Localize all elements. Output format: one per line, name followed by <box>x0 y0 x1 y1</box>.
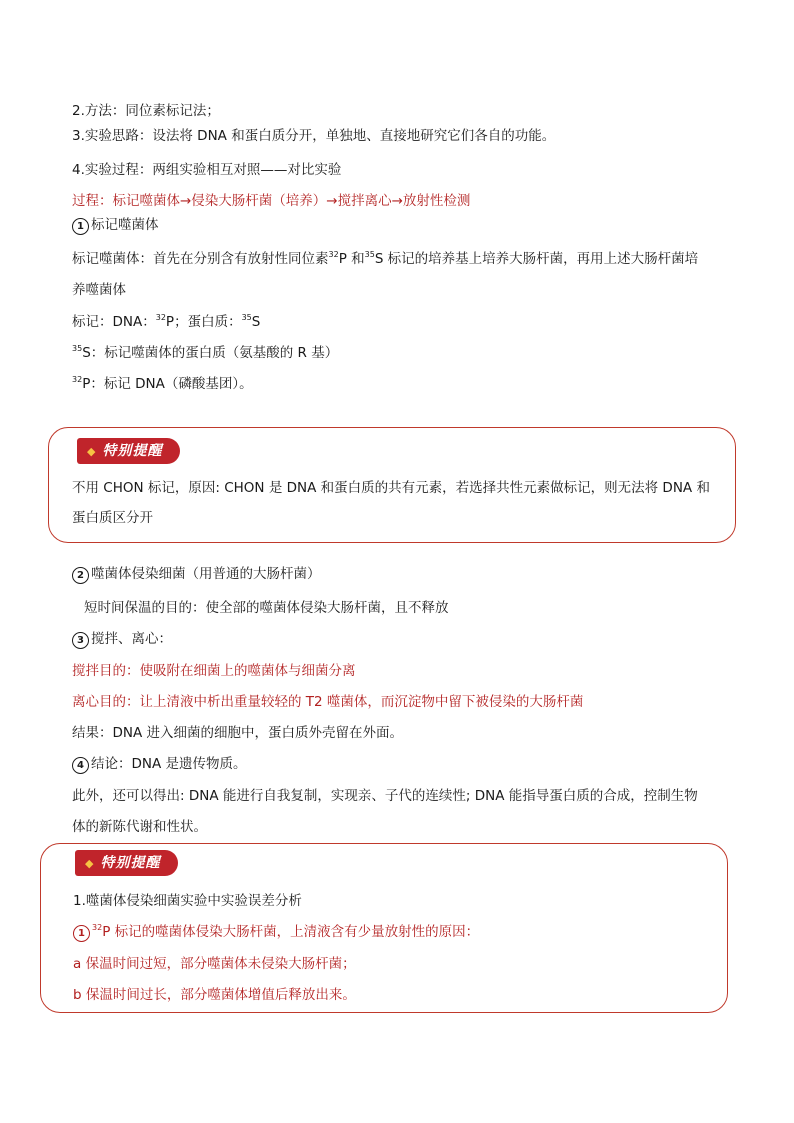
step3-heading: 3 搅拌、离心： <box>72 630 172 649</box>
circled-number-icon: 2 <box>72 567 89 584</box>
idea-line: 3.实验思路：设法将 DNA 和蛋白质分开，单独地、直接地研究它们各自的功能。 <box>72 128 556 144</box>
method-line: 2.方法：同位素标记法； <box>72 103 220 119</box>
process-line: 过程：标记噬菌体→侵染大肠杆菌（培养）→搅拌离心→放射性检测 <box>72 193 471 209</box>
diamond-icon: ◆ <box>87 445 97 458</box>
step4-heading: 4 结论：DNA 是遗传物质。 <box>72 755 247 774</box>
reminder-text-1: 不用 CHON 标记，原因: CHON 是 DNA 和蛋白质的共有元素，若选择共性元素做标记，则无法将 DNA 和 <box>72 480 710 496</box>
also-line2: 体的新陈代谢和性状。 <box>72 819 207 835</box>
circled-number-icon: 3 <box>72 632 89 649</box>
circled-number-icon: 1 <box>72 218 89 235</box>
reminder-tag: ◆ 特别提醒 <box>77 438 180 464</box>
process-title: 4.实验过程：两组实验相互对照——对比实验 <box>72 162 342 178</box>
also-line1: 此外，还可以得出: DNA 能进行自我复制，实现亲、子代的连续性; DNA 能指导蛋白质的合成，控制生物 <box>72 788 698 804</box>
step1-heading: 1 标记噬菌体 <box>72 216 159 235</box>
reminder-text-2: 蛋白质区分开 <box>72 510 153 526</box>
result-line: 结果：DNA 进入细菌的细胞中，蛋白质外壳留在外面。 <box>72 725 404 741</box>
reminder2-b: b 保温时间过长，部分噬菌体增值后释放出来。 <box>73 987 356 1003</box>
circled-number-icon: 4 <box>72 757 89 774</box>
s35-line: $^{35}$S：标记噬菌体的蛋白质（氨基酸的 R 基） <box>72 344 339 361</box>
warm-line: 短时间保温的目的：使全部的噬菌体侵染大肠杆菌，且不释放 <box>84 600 449 616</box>
reminder2-title: 1.噬菌体侵染细菌实验中实验误差分析 <box>73 893 302 909</box>
reminder-box-2 <box>40 843 728 1013</box>
step2-heading: 2 噬菌体侵染细菌（用普通的大肠杆菌） <box>72 565 321 584</box>
label-desc-line2: 养噬菌体 <box>72 282 126 298</box>
mark-line: 标记：DNA：$^{32}$P；蛋白质：$^{35}$S <box>72 313 261 330</box>
diamond-icon: ◆ <box>85 857 95 870</box>
p32-line: $^{32}$P：标记 DNA（磷酸基团）。 <box>72 375 253 392</box>
reminder-box-1 <box>48 427 736 543</box>
reminder2-item: $1^{32}P$ 标记的噬菌体侵染大肠杆菌，上清液含有少量放射性的原因： <box>73 923 479 942</box>
stir-line: 搅拌目的：使吸附在细菌上的噬菌体与细菌分离 <box>72 663 356 679</box>
reminder2-a: a 保温时间过短，部分噬菌体未侵染大肠杆菌； <box>73 956 356 972</box>
circled-number-icon: 1 <box>73 925 90 942</box>
label-desc-line1: 标记噬菌体：首先在分别含有放射性同位素$^{32}$P 和$^{35}$S 标记的培养基上培养大肠杆菌，再用上述大肠杆菌培 <box>72 250 699 267</box>
reminder-tag: ◆ 特别提醒 <box>75 850 178 876</box>
centrifuge-line: 离心目的：让上清液中析出重量较轻的 T2 噬菌体，而沉淀物中留下被侵染的大肠杆菌 <box>72 694 584 710</box>
